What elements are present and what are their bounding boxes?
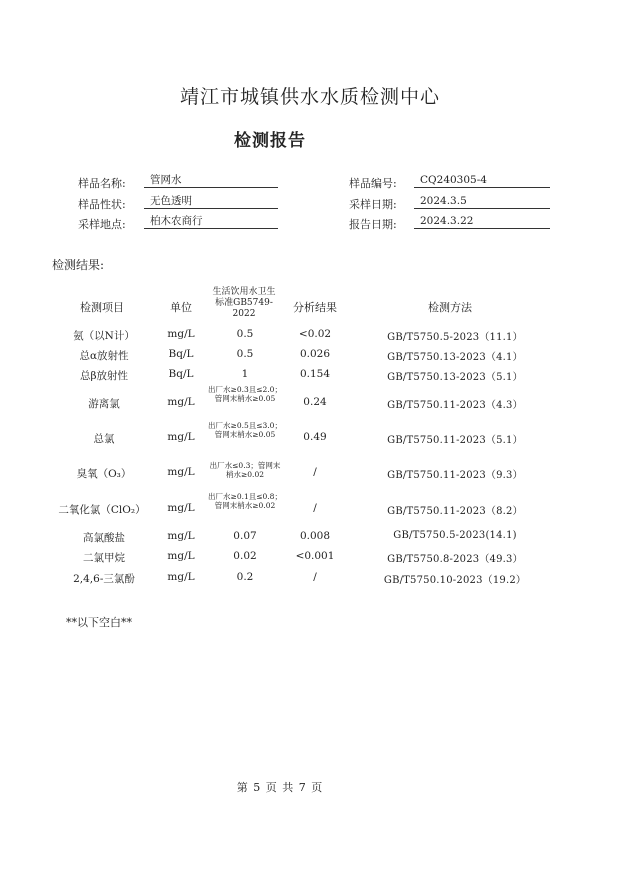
table-row-standard: 出厂水≥0.3且≤2.0；管网末梢水≥0.05 — [208, 385, 282, 403]
report-date-value: 2024.3.22 — [414, 214, 550, 229]
table-row-standard: 0.5 — [236, 348, 254, 360]
table-row-standard: 1 — [241, 368, 249, 380]
table-row-unit: Bq/L — [168, 368, 194, 380]
table-row-result: / — [313, 571, 317, 583]
table-row-method: GB/T5750.10-2023（19.2） — [383, 575, 527, 586]
table-row-unit: mg/L — [167, 571, 195, 583]
table-row-method: GB/T5750.5-2023（11.1） — [387, 332, 523, 343]
header-method: 检测方法 — [428, 301, 472, 314]
table-row-method: GB/T5750.11-2023（9.3） — [387, 470, 523, 481]
header-standard: 生活饮用水卫生标准GB5749-2022 — [212, 287, 276, 319]
header-item: 检测项目 — [80, 301, 124, 314]
blank-note: **以下空白** — [66, 616, 132, 629]
table-row-result: 0.008 — [299, 530, 331, 542]
table-row-standard: 出厂水≤0.3；管网末梢水≥0.02 — [209, 461, 281, 479]
table-row-item: 总氯 — [93, 433, 115, 445]
table-row-unit: mg/L — [167, 431, 195, 443]
table-row-result: 0.24 — [303, 396, 327, 408]
site-value: 柏木农商行 — [144, 214, 278, 229]
table-row-unit: mg/L — [167, 396, 195, 408]
sample-state-value: 无色透明 — [144, 194, 278, 209]
table-row-standard: 0.2 — [236, 571, 254, 583]
sampling-date-value: 2024.3.5 — [414, 194, 550, 209]
page-number: 第 5 页 共 7 页 — [236, 781, 324, 794]
sample-id-label: 样品编号: — [349, 177, 397, 190]
header-unit: 单位 — [170, 301, 192, 314]
table-row-item: 总α放射性 — [79, 350, 129, 362]
table-row-item: 二氧化氯（ClO₂） — [58, 504, 146, 516]
table-row-result: <0.001 — [295, 550, 335, 562]
table-row-standard: 0.5 — [236, 328, 254, 340]
table-row-result: 0.026 — [299, 348, 331, 360]
table-row-standard: 出厂水≥0.1且≤0.8；管网末梢水≥0.02 — [208, 492, 282, 510]
table-row-method: GB/T5750.13-2023（5.1） — [387, 372, 523, 383]
table-row-item: 高氯酸盐 — [83, 532, 125, 544]
report-title: 检测报告 — [234, 131, 306, 151]
center-title: 靖江市城镇供水水质检测中心 — [179, 86, 440, 108]
sampling-date-label: 采样日期: — [349, 198, 397, 211]
table-row-item: 总β放射性 — [79, 370, 129, 382]
table-row-result: / — [313, 466, 317, 478]
table-row-method: GB/T5750.13-2023（4.1） — [387, 352, 523, 363]
table-row-item: 游离氯 — [88, 398, 120, 410]
results-heading: 检测结果: — [52, 258, 105, 272]
table-row-result: / — [313, 502, 317, 514]
table-row-method: GB/T5750.11-2023（4.3） — [387, 400, 523, 411]
table-row-unit: mg/L — [167, 502, 195, 514]
table-row-result: <0.02 — [298, 328, 332, 340]
site-label: 采样地点: — [78, 218, 126, 231]
report-date-label: 报告日期: — [349, 218, 397, 231]
table-row-method: GB/T5750.5-2023(14.1) — [393, 530, 517, 541]
table-row-method: GB/T5750.11-2023（8.2） — [387, 506, 523, 517]
sample-state-label: 样品性状: — [78, 198, 126, 211]
table-row-standard: 0.02 — [233, 550, 257, 562]
table-row-unit: mg/L — [167, 466, 195, 478]
table-row-unit: mg/L — [167, 328, 195, 340]
table-row-unit: mg/L — [167, 550, 195, 562]
table-row-method: GB/T5750.8-2023（49.3） — [387, 554, 523, 565]
header-result: 分析结果 — [293, 301, 337, 314]
table-row-unit: mg/L — [167, 530, 195, 542]
table-row-standard: 0.07 — [233, 530, 257, 542]
table-row-result: 0.49 — [303, 431, 327, 443]
table-row-method: GB/T5750.11-2023（5.1） — [387, 435, 523, 446]
table-row-item: 二氯甲烷 — [83, 552, 125, 564]
sample-id-value: CQ240305-4 — [414, 173, 550, 188]
table-row-unit: Bq/L — [168, 348, 194, 360]
sample-name-label: 样品名称: — [78, 177, 126, 190]
table-row-result: 0.154 — [299, 368, 331, 380]
table-row-standard: 出厂水≥0.5且≤3.0；管网末梢水≥0.05 — [208, 421, 282, 439]
sample-name-value: 管网水 — [144, 173, 278, 188]
table-row-item: 2,4,6-三氯酚 — [73, 573, 135, 585]
table-row-item: 臭氧（O₃） — [76, 468, 132, 480]
table-row-item: 氨（以N计） — [73, 330, 135, 342]
